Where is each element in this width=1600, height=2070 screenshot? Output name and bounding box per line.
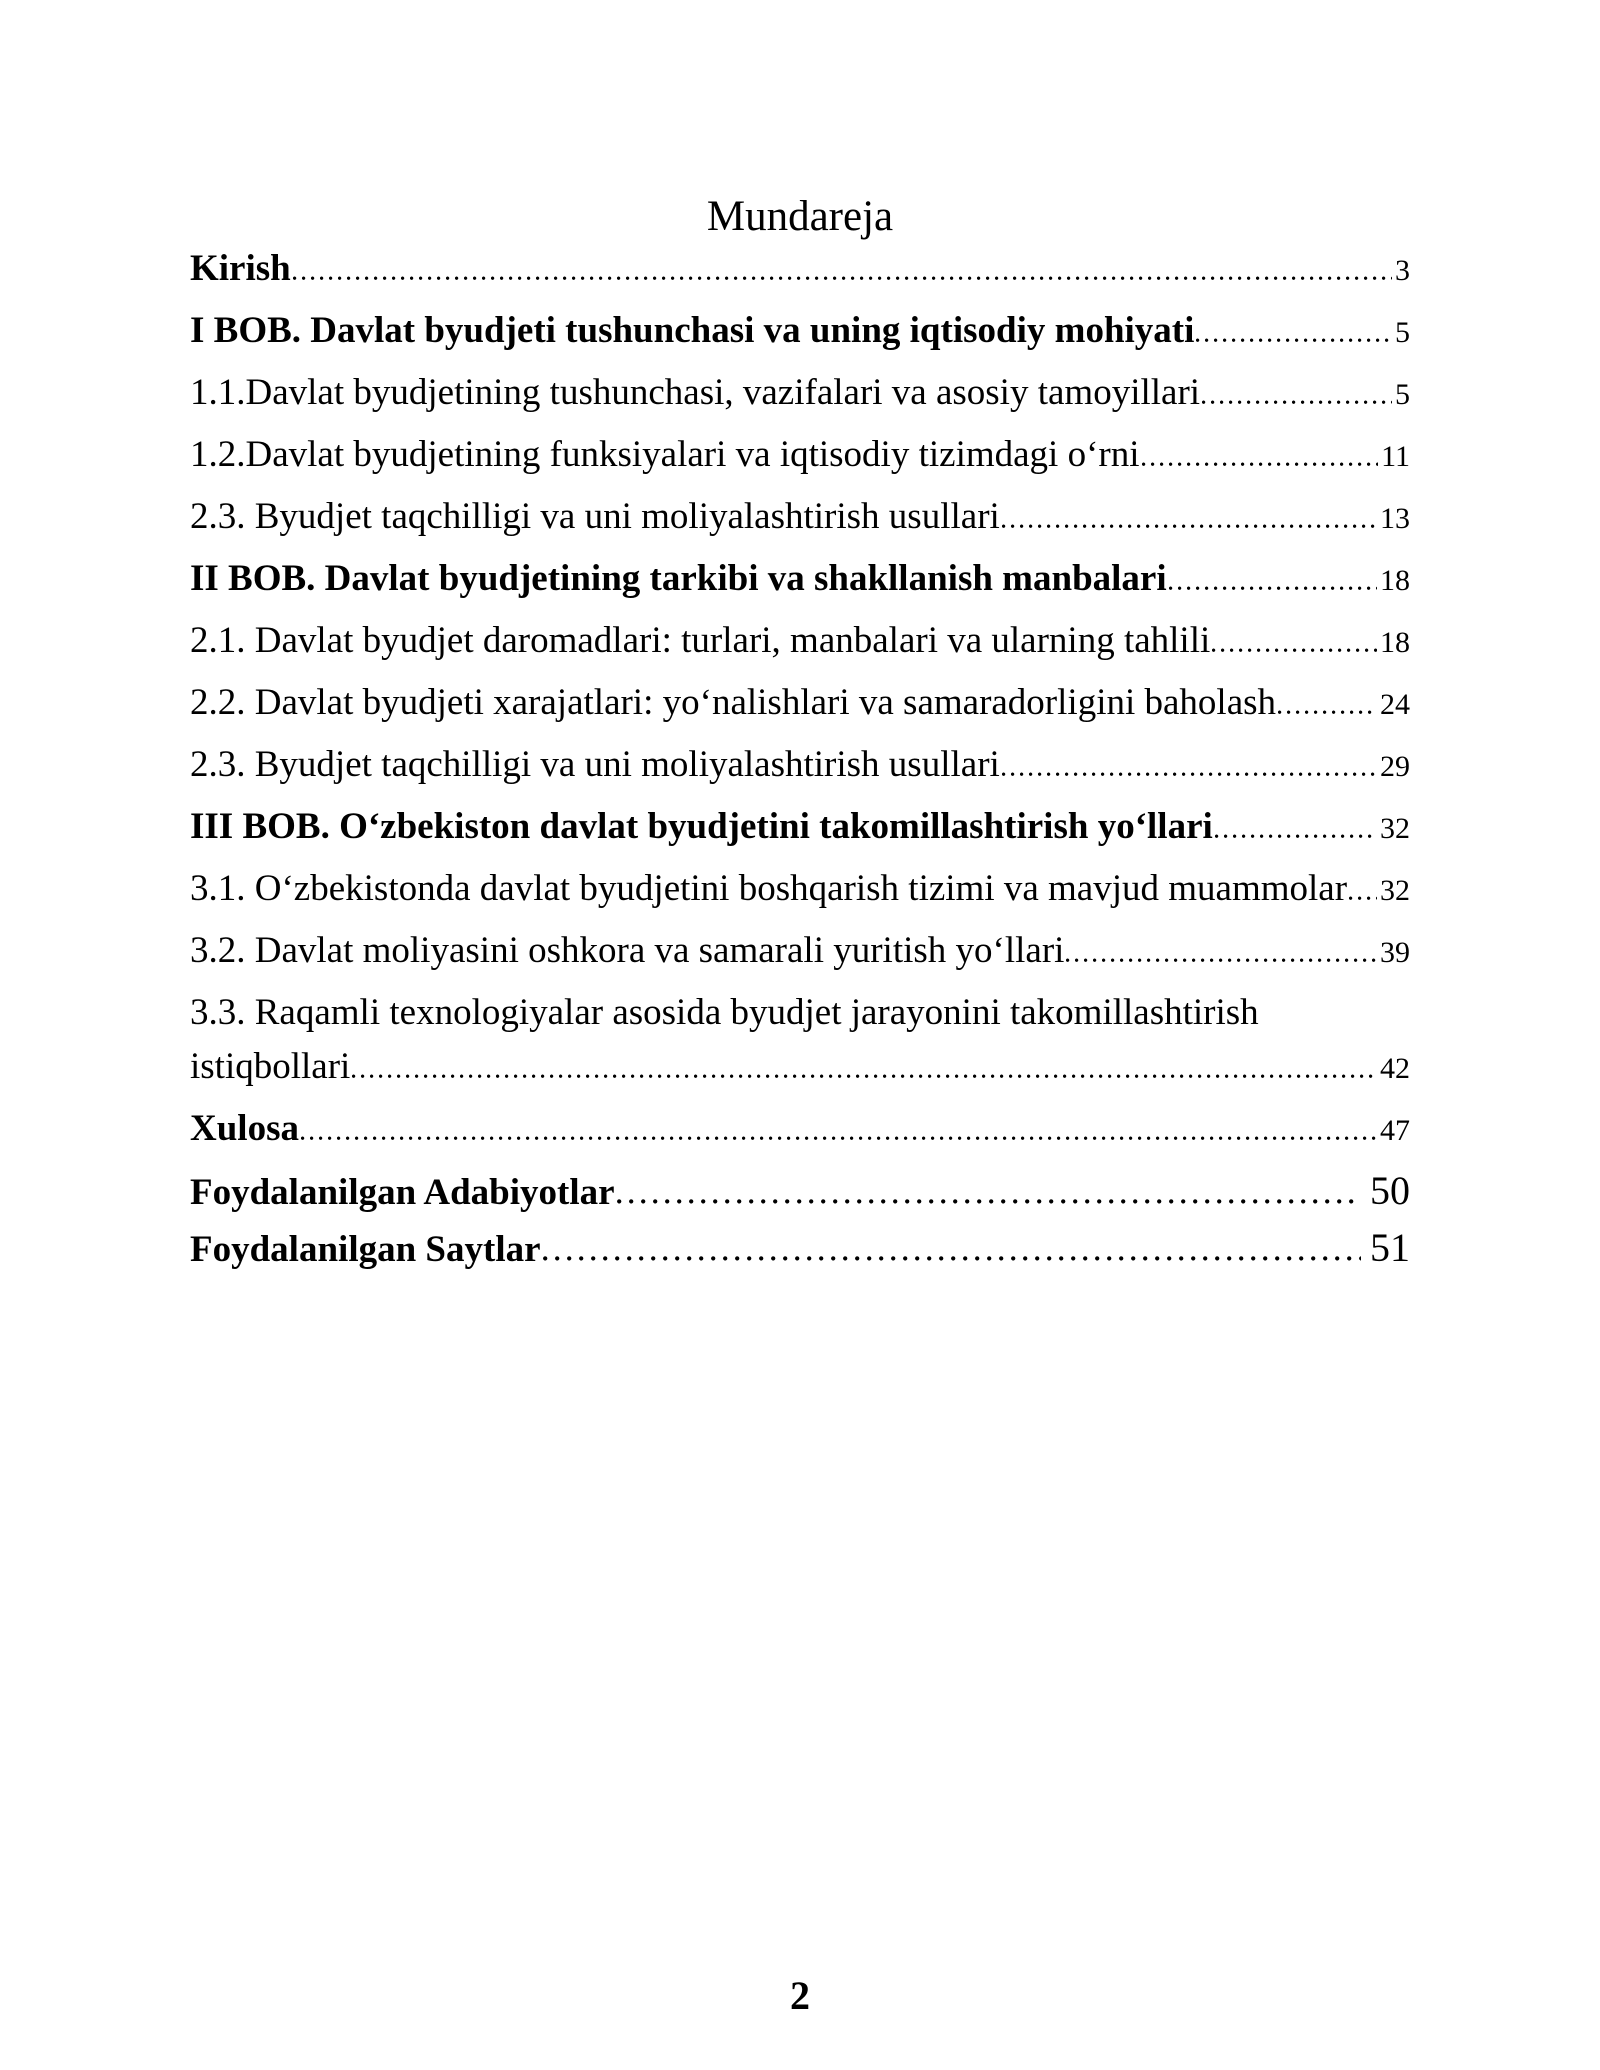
toc-row[interactable] [190, 990, 1410, 1036]
toc-page-number: 5 [1395, 378, 1410, 411]
dot-leader [1002, 771, 1377, 776]
toc-page-number: 50 [1370, 1168, 1410, 1213]
toc-entry-label: I BOB. Davlat byudjeti tushunchasi va uning iqtisodiy mohiyati [190, 310, 1195, 351]
toc-page-number: 5 [1395, 316, 1410, 349]
toc-row[interactable] [190, 680, 1410, 728]
toc-page-number: 13 [1380, 502, 1410, 535]
dot-leader [1212, 647, 1377, 652]
toc-row[interactable] [190, 928, 1410, 976]
toc-row[interactable] [190, 432, 1410, 480]
toc-page-number: 29 [1380, 750, 1410, 783]
dot-leader [1349, 895, 1377, 900]
toc-page-number: 3 [1395, 254, 1410, 287]
dot-leader [1202, 399, 1392, 404]
dot-leader [1196, 337, 1392, 342]
toc-row[interactable] [190, 742, 1410, 790]
toc-page-number: 39 [1380, 936, 1410, 969]
dot-leader [617, 1198, 1361, 1204]
dot-leader [301, 1135, 1377, 1140]
toc-row[interactable] [190, 1044, 1410, 1092]
dot-leader [352, 1073, 1377, 1078]
toc-row[interactable] [190, 308, 1410, 356]
dot-leader [1142, 461, 1379, 466]
table-of-contents [190, 246, 1410, 1273]
toc-row[interactable] [190, 618, 1410, 666]
toc-page-number: 51 [1370, 1225, 1410, 1270]
toc-entry-label: 2.1. Davlat byudjet daromadlari: turlari, manbalari va ularning tahlili [190, 620, 1211, 661]
toc-entry-label-wrap: istiqbollari [190, 1046, 351, 1087]
toc-row[interactable] [190, 556, 1410, 604]
dot-leader [293, 275, 1392, 280]
toc-row[interactable] [190, 494, 1410, 542]
toc-row[interactable] [190, 370, 1410, 418]
toc-entry-label: Kirish [190, 248, 291, 289]
toc-page-number: 24 [1380, 688, 1410, 721]
toc-entry-label: Foydalanilgan Saytlar [190, 1229, 541, 1270]
toc-row[interactable] [190, 804, 1410, 852]
toc-entry-label: 3.3. Raqamli texnologiyalar asosida byudjet jarayonini takomillashtirish [190, 992, 1259, 1033]
dot-leader [1066, 957, 1377, 962]
toc-entry-label: 1.2.Davlat byudjetining funksiyalari va iqtisodiy tizimdagi o‘rni [190, 434, 1140, 475]
dot-leader [1169, 585, 1377, 590]
toc-entry-label: Xulosa [190, 1108, 299, 1149]
toc-row[interactable] [190, 1168, 1410, 1216]
toc-entry-label: 1.1.Davlat byudjetining tushunchasi, vazifalari va asosiy tamoyillari [190, 372, 1201, 413]
toc-page-number: 18 [1380, 564, 1410, 597]
dot-leader [1215, 833, 1377, 838]
footer-page-number: 2 [790, 1973, 810, 2018]
toc-entry-label: III BOB. O‘zbekiston davlat byudjetini takomillashtirish yo‘llari [190, 806, 1213, 847]
toc-row[interactable] [190, 1225, 1410, 1273]
toc-page-number: 18 [1380, 626, 1410, 659]
toc-page-number: 47 [1380, 1114, 1410, 1147]
dot-leader [1278, 709, 1377, 714]
toc-entry-label: 3.1. O‘zbekistonda davlat byudjetini boshqarish tizimi va mavjud muammolar [190, 868, 1348, 909]
toc-entry-label: 3.2. Davlat moliyasini oshkora va samarali yuritish yo‘llari [190, 930, 1065, 971]
toc-entry-label: 2.3. Byudjet taqchilligi va uni moliyalashtirish usullari [190, 496, 1000, 537]
toc-content [190, 192, 1410, 1287]
dot-leader [1002, 523, 1377, 528]
toc-page-number: 11 [1381, 440, 1410, 473]
toc-row[interactable] [190, 1106, 1410, 1154]
dot-leader [543, 1255, 1361, 1261]
toc-row[interactable] [190, 866, 1410, 914]
toc-page-number: 42 [1380, 1052, 1410, 1085]
toc-entry-label: 2.2. Davlat byudjeti xarajatlari: yo‘nalishlari va samaradorligini baholash [190, 682, 1277, 723]
toc-entry-label: Foydalanilgan Adabiyotlar [190, 1172, 615, 1213]
toc-entry-label: II BOB. Davlat byudjetining tarkibi va shakllanish manbalari [190, 558, 1167, 599]
toc-page-number: 32 [1380, 812, 1410, 845]
toc-entry-label: 2.3. Byudjet taqchilligi va uni moliyalashtirish usullari [190, 744, 1000, 785]
toc-page-number: 32 [1380, 874, 1410, 907]
toc-row[interactable] [190, 246, 1410, 294]
document-title: Mundareja [706, 193, 894, 240]
